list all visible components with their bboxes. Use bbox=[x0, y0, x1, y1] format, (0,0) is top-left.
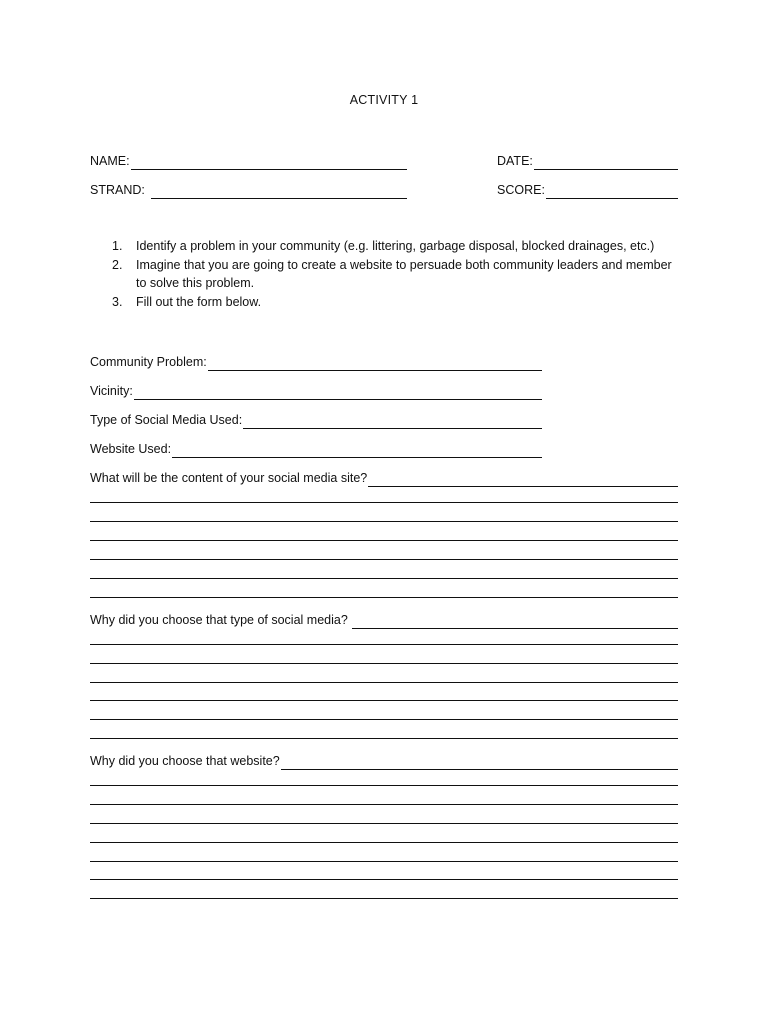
vicinity-blank[interactable] bbox=[134, 385, 542, 400]
date-label: DATE: bbox=[497, 154, 533, 168]
social-media-type-label: Type of Social Media Used: bbox=[90, 413, 243, 427]
answer-line[interactable] bbox=[90, 644, 678, 645]
website-reason-blank[interactable] bbox=[281, 755, 678, 770]
website-used-blank[interactable] bbox=[172, 443, 542, 458]
answer-line[interactable] bbox=[90, 898, 678, 899]
score-label: SCORE: bbox=[497, 183, 545, 197]
website-reason-label: Why did you choose that website? bbox=[90, 754, 280, 768]
instruction-item: 1. Identify a problem in your community (e.g. littering, garbage disposal, blocked drainages, etc.) bbox=[112, 239, 655, 253]
answer-line[interactable] bbox=[90, 785, 678, 786]
social-media-reason-blank[interactable] bbox=[352, 614, 678, 629]
website-used-field[interactable] bbox=[90, 440, 542, 458]
vicinity-field[interactable] bbox=[90, 382, 542, 400]
strand-label: STRAND: bbox=[90, 183, 145, 197]
answer-line[interactable] bbox=[90, 559, 678, 560]
vicinity-label: Vicinity: bbox=[90, 384, 133, 398]
answer-line[interactable] bbox=[90, 597, 678, 598]
social-media-type-blank[interactable] bbox=[243, 414, 542, 429]
answer-line[interactable] bbox=[90, 540, 678, 541]
community-problem-label: Community Problem: bbox=[90, 355, 207, 369]
answer-line[interactable] bbox=[90, 842, 678, 843]
answer-line[interactable] bbox=[90, 738, 678, 739]
answer-line[interactable] bbox=[90, 682, 678, 683]
instructions-list bbox=[112, 237, 672, 311]
answer-line[interactable] bbox=[90, 861, 678, 862]
date-field[interactable] bbox=[497, 152, 678, 170]
community-problem-field[interactable] bbox=[90, 353, 542, 371]
strand-blank[interactable] bbox=[151, 184, 407, 199]
content-question-label: What will be the content of your social media site? bbox=[90, 471, 368, 485]
score-blank[interactable] bbox=[546, 184, 678, 199]
answer-line[interactable] bbox=[90, 663, 678, 664]
date-blank[interactable] bbox=[534, 155, 678, 170]
name-label: NAME: bbox=[90, 154, 130, 168]
answer-line[interactable] bbox=[90, 700, 678, 701]
social-media-type-field[interactable] bbox=[90, 411, 542, 429]
answer-line[interactable] bbox=[90, 804, 678, 805]
answer-line[interactable] bbox=[90, 578, 678, 579]
answer-line[interactable] bbox=[90, 879, 678, 880]
name-blank[interactable] bbox=[131, 155, 407, 170]
content-question-blank[interactable] bbox=[368, 472, 678, 487]
instruction-item: 2. Imagine that you are going to create a website to persuade both community leaders and member to solve this problem. bbox=[112, 257, 672, 290]
answer-line[interactable] bbox=[90, 502, 678, 503]
instruction-item: 3. Fill out the form below. bbox=[112, 294, 262, 309]
page-title: ACTIVITY 1 bbox=[349, 93, 419, 107]
answer-line[interactable] bbox=[90, 719, 678, 720]
website-reason-field[interactable] bbox=[90, 752, 678, 770]
answer-line[interactable] bbox=[90, 823, 678, 824]
social-media-reason-field[interactable] bbox=[90, 611, 678, 629]
content-question-field[interactable] bbox=[90, 469, 678, 487]
score-field[interactable] bbox=[497, 181, 678, 199]
website-used-label: Website Used: bbox=[90, 442, 172, 456]
name-field[interactable] bbox=[90, 152, 407, 170]
strand-field[interactable] bbox=[90, 181, 407, 199]
answer-line[interactable] bbox=[90, 521, 678, 522]
social-media-reason-label: Why did you choose that type of social media? bbox=[90, 613, 348, 627]
community-problem-blank[interactable] bbox=[208, 356, 542, 371]
